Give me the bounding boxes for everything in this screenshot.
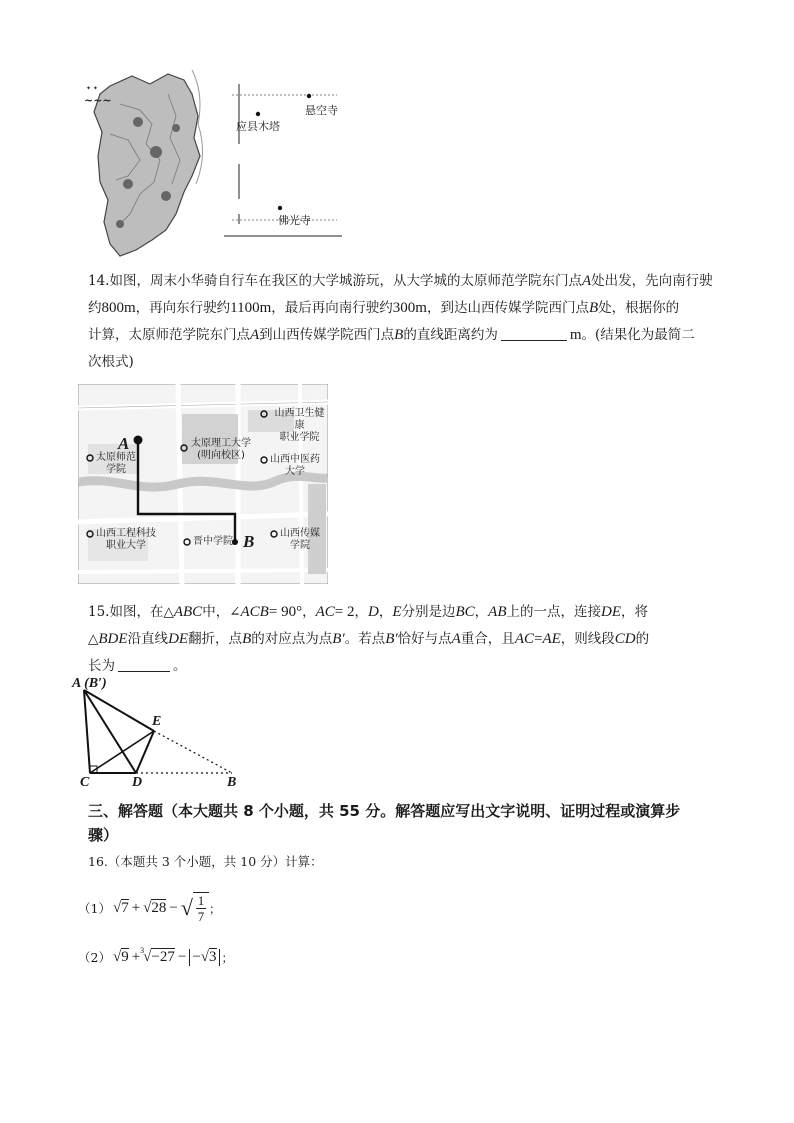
q16-part-2: （2） √9 + 3 √−27 − −√3 ；: [78, 945, 234, 965]
section-3-heading: 三、解答题（本大题共 8 个小题，共 55 分。解答题应写出文字说明、证明过程或演算步 骤）: [88, 802, 681, 844]
place-shanxi-engineering-university: 山西工程科技 职业大学: [96, 528, 156, 551]
q15-line-2: △BDE沿直线DE翻折，点B的对应点为点B′。若点B′恰好与点A重合，且AC=AE，则线段CD的: [88, 631, 650, 647]
place-shanxi-tcm-university: 山西中医药 大学: [270, 454, 320, 477]
fig15-label-e: E: [152, 714, 162, 729]
place-taiyuan-tech-university: 太原理工大学 (明向校区): [191, 438, 251, 461]
q14-line-2: 约800m，再向东行驶约1100m，最后再向南行驶约300m，到达山西传媒学院西门点B处，根据你的: [88, 300, 680, 316]
fig15-label-d: D: [132, 775, 143, 790]
q14-line-1: 14.如图，周末小华骑自行车在我区的大学城游玩，从大学城的太原师范学院东门点A处出发，先向南行驶: [88, 273, 713, 289]
fig15-label-a: A (B′): [72, 676, 107, 691]
place-jinzhong-university: 晋中学院: [193, 536, 233, 547]
q16-part-1: （1） √7 + √28 − √ 1 7 ；: [78, 893, 221, 924]
map-point-b-label: B: [243, 532, 255, 551]
label-foguang-temple: 佛光寺: [278, 214, 311, 227]
q15-line-3: 长为 。: [88, 658, 187, 674]
svg-text:~~~: ~~~: [84, 94, 112, 107]
q15-answer-blank[interactable]: [118, 657, 170, 672]
triangle-figure: [72, 676, 252, 792]
q14-answer-blank[interactable]: [501, 326, 567, 341]
shanxi-map: [80, 64, 215, 260]
map-point-a-label: A: [118, 434, 130, 453]
label-xuankong-temple: 悬空寺: [305, 104, 338, 117]
q14-line-3: 计算，太原师范学院东门点A到山西传媒学院西门点B的直线距离约为 m。(结果化为最简二: [88, 327, 695, 343]
place-shanxi-media-college: 山西传媒 学院: [280, 528, 320, 551]
place-shanxi-health-college: 山西卫生健康 职业学院: [274, 408, 325, 443]
question-14: [88, 268, 718, 376]
triangle-diagram: [72, 676, 252, 792]
place-taiyuan-normal-university: 太原师范 学院: [96, 452, 136, 475]
shanxi-map-figure: [80, 64, 215, 260]
fig15-label-b: B: [227, 775, 237, 790]
label-yingxian-tower: 应县木塔: [236, 120, 280, 133]
q16-intro: 16.（本题共 3 个小题，共 10 分）计算：: [88, 854, 323, 869]
q15-line-1: 15.如图，在△ABC中，∠ACB= 90°，AC= 2，D，E分别是边BC，AB上的一点，连接DE，将: [88, 604, 648, 620]
campus-map-figure: [78, 384, 328, 584]
question-15: [88, 599, 718, 680]
svg-text:✦ ✦: ✦ ✦: [86, 85, 98, 92]
scenic-spot-diagram: [222, 64, 352, 244]
q14-line-4: 次根式): [88, 354, 134, 370]
fig15-label-c: C: [80, 775, 90, 790]
